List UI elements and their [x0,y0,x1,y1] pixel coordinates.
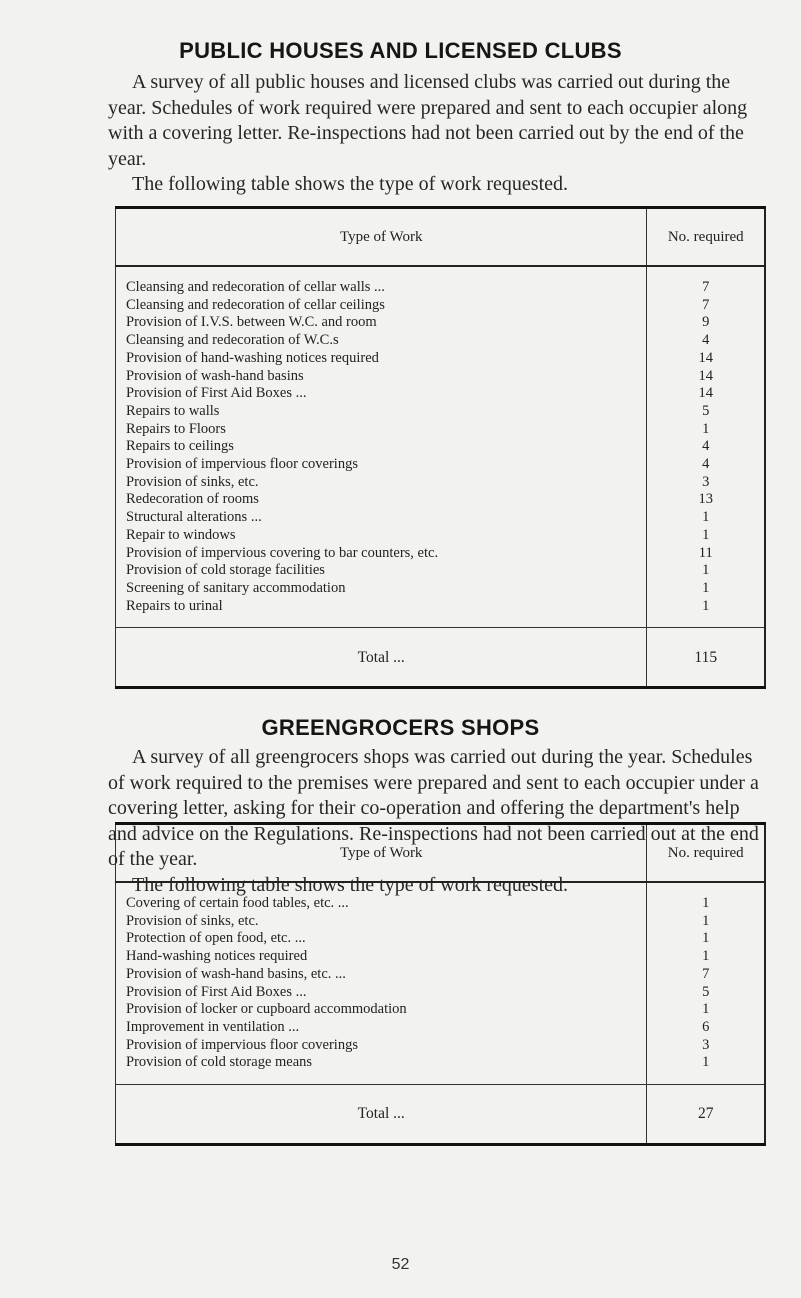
table-row [116,421,766,439]
count-cell: 13 [647,491,765,509]
table-row [116,913,766,931]
table-row [116,1019,766,1037]
column-header-count: No. required [647,824,765,883]
count-cell: 3 [647,474,765,492]
table-row [116,456,766,474]
table-row [116,403,766,421]
table-lead-text: The following table shows the type of work requested. [132,873,569,896]
count-cell: 9 [647,314,765,332]
table-row [116,930,766,948]
total-row [116,1085,766,1145]
work-type-cell: Provision of wash-hand basins [116,368,647,386]
count-cell: 1 [647,882,765,913]
work-type-cell: Cleansing and redecoration of cellar walls ... [116,266,647,297]
work-type-cell: Repair to windows [116,527,647,545]
total-label: Total ... [116,628,647,688]
count-cell: 5 [647,403,765,421]
table-row [116,314,766,332]
column-header-type: Type of Work [116,824,647,883]
work-type-cell: Provision of impervious covering to bar counters, etc. [116,545,647,563]
public-houses-work-table [115,206,766,689]
table-row [116,474,766,492]
table-row [116,598,766,628]
count-cell: 7 [647,297,765,315]
work-type-cell: Provision of impervious floor coverings [116,1037,647,1055]
work-type-cell: Provision of I.V.S. between W.C. and room [116,314,647,332]
total-row [116,628,766,688]
table-row [116,562,766,580]
work-type-cell: Improvement in ventilation ... [116,1019,647,1037]
table-row [116,385,766,403]
table-row [116,966,766,984]
count-cell: 14 [647,368,765,386]
count-cell: 6 [647,1019,765,1037]
count-cell: 1 [647,598,765,628]
count-cell: 1 [647,1054,765,1084]
count-cell: 1 [647,509,765,527]
count-cell: 1 [647,421,765,439]
count-cell: 1 [647,580,765,598]
count-cell: 1 [647,948,765,966]
count-cell: 1 [647,930,765,948]
table-row [116,882,766,913]
count-cell: 1 [647,527,765,545]
table-row [116,368,766,386]
table-row [116,491,766,509]
section-intro-public-houses [108,70,770,198]
table-row [116,527,766,545]
table-row [116,266,766,297]
work-type-cell: Repairs to ceilings [116,438,647,456]
count-cell: 4 [647,438,765,456]
work-type-cell: Structural alterations ... [116,509,647,527]
table-header-row [116,208,766,267]
table-row [116,332,766,350]
count-cell: 11 [647,545,765,563]
count-cell: 1 [647,562,765,580]
count-cell: 3 [647,1037,765,1055]
work-type-cell: Provision of sinks, etc. [116,913,647,931]
table-row [116,948,766,966]
intro-paragraph: A survey of all public houses and licensed clubs was carried out during the year. Schedules of work required were prepared and sent to each occupier along with a covering letter. Re-inspections had not been carried out by the end of the year. [108,71,748,170]
table-row [116,545,766,563]
section-title-greengrocers: GREENGROCERS SHOPS [261,715,540,740]
work-type-cell: Repairs to Floors [116,421,647,439]
work-type-cell: Screening of sanitary accommodation [116,580,647,598]
table-row [116,297,766,315]
count-cell: 4 [647,456,765,474]
work-type-cell: Provision of locker or cupboard accommodation [116,1001,647,1019]
table-row [116,438,766,456]
work-type-cell: Provision of hand-washing notices required [116,350,647,368]
work-type-cell: Repairs to urinal [116,598,647,628]
table-row [116,984,766,1002]
page-number: 52 [391,1256,410,1273]
count-cell: 7 [647,266,765,297]
work-type-cell: Cleansing and redecoration of cellar ceilings [116,297,647,315]
work-type-cell: Provision of cold storage means [116,1054,647,1084]
count-cell: 1 [647,913,765,931]
work-type-cell: Provision of First Aid Boxes ... [116,385,647,403]
count-cell: 5 [647,984,765,1002]
work-type-cell: Provision of First Aid Boxes ... [116,984,647,1002]
count-cell: 1 [647,1001,765,1019]
section-title-public-houses: PUBLIC HOUSES AND LICENSED CLUBS [179,38,622,63]
work-type-cell: Provision of cold storage facilities [116,562,647,580]
count-cell: 14 [647,385,765,403]
work-type-cell: Provision of impervious floor coverings [116,456,647,474]
count-cell: 14 [647,350,765,368]
work-type-cell: Provision of sinks, etc. [116,474,647,492]
work-type-cell: Redecoration of rooms [116,491,647,509]
column-header-count: No. required [647,208,765,267]
table-header-row [116,824,766,883]
work-type-cell: Provision of wash-hand basins, etc. ... [116,966,647,984]
count-cell: 4 [647,332,765,350]
table-row [116,1001,766,1019]
table-row [116,350,766,368]
count-cell: 7 [647,966,765,984]
total-value: 115 [647,628,765,688]
table-lead-text: The following table shows the type of work requested. [132,173,569,195]
total-label: Total ... [116,1085,647,1145]
table-row [116,1037,766,1055]
column-header-type: Type of Work [116,208,647,267]
intro-paragraph: A survey of all greengrocers shops was carried out during the year. Schedules of work required to the premises were prepared and sent to each occupier under a covering letter, asking for their co-operation and offering the department's help and advice on the Regulations. Re-inspections had not been carried out at the end of the year. [108,746,759,870]
work-type-cell: Repairs to walls [116,403,647,421]
table-row [116,509,766,527]
total-value: 27 [647,1085,765,1145]
table-row [116,1054,766,1084]
work-type-cell: Covering of certain food tables, etc. ... [116,882,647,913]
work-type-cell: Protection of open food, etc. ... [116,930,647,948]
table-row [116,580,766,598]
work-type-cell: Cleansing and redecoration of W.C.s [116,332,647,350]
greengrocers-work-table [115,822,766,1146]
work-type-cell: Hand-washing notices required [116,948,647,966]
